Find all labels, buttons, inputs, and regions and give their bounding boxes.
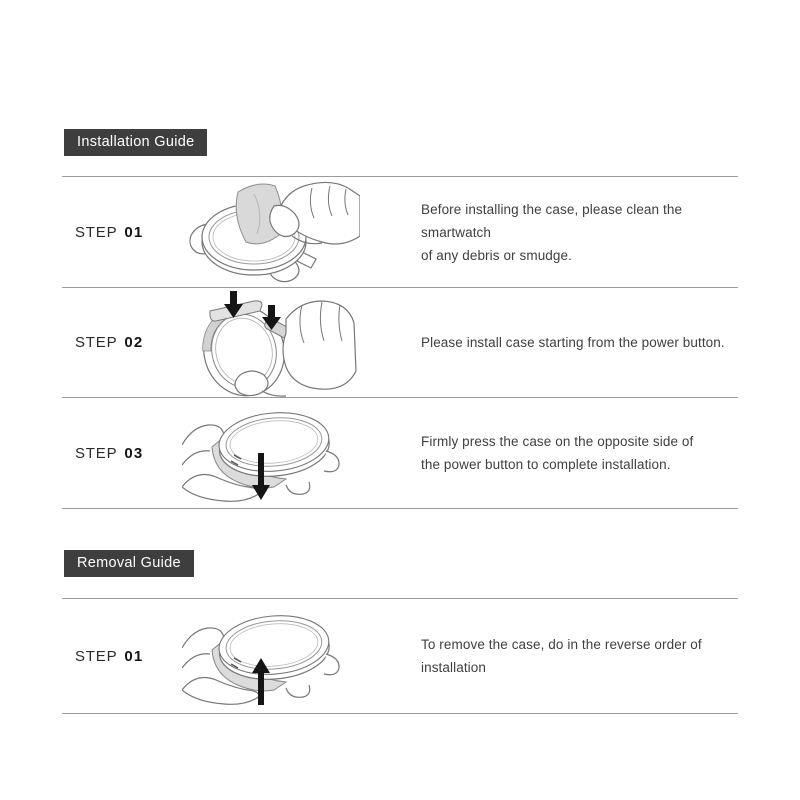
removal-step-1-label: STEP 01 (75, 647, 144, 665)
step-2-number: 02 (124, 334, 144, 351)
installation-step-3-row (62, 397, 738, 509)
removal-step-1-description (367, 633, 738, 679)
step-3-label: STEP 03 (75, 444, 144, 462)
step-3-description-line-2: the power button to complete installation. (421, 457, 671, 472)
step-1-description-line-2: of any debris or smudge. (421, 247, 572, 263)
step-3-description-line-1: Firmly press the case on the opposite side of (421, 434, 694, 449)
installation-step-1-row (62, 176, 738, 287)
removal-step-1-number: 01 (124, 647, 144, 665)
press-case-opposite-side-illustration (175, 399, 367, 507)
removal-step-1-row (62, 598, 738, 714)
installation-steps-section (62, 176, 738, 509)
remove-case-reverse-illustration (175, 602, 367, 710)
step-2-description-line-1: Please install case starting from the power button. (421, 335, 725, 350)
removal-step-1-description-line-1: To remove the case, do in the reverse order of installation (421, 637, 702, 675)
removal-guide-title-badge: Removal Guide (64, 550, 194, 577)
step-3-description (367, 430, 738, 476)
step-2-label: STEP 02 (75, 334, 144, 351)
step-1-description (367, 198, 738, 267)
install-case-from-power-button-illustration (175, 289, 367, 397)
step-1-label: STEP 01 (75, 223, 144, 241)
installation-step-2-row (62, 287, 738, 397)
step-2-description (367, 331, 738, 354)
installation-guide-title-badge: Installation Guide (64, 129, 207, 156)
step-3-number: 03 (124, 444, 144, 462)
removal-steps-section (62, 598, 738, 714)
wipe-smartwatch-illustration (175, 180, 367, 284)
step-1-description-line-1: Before installing the case, please clean the smartwatch (421, 201, 683, 240)
step-1-number: 01 (124, 223, 144, 241)
